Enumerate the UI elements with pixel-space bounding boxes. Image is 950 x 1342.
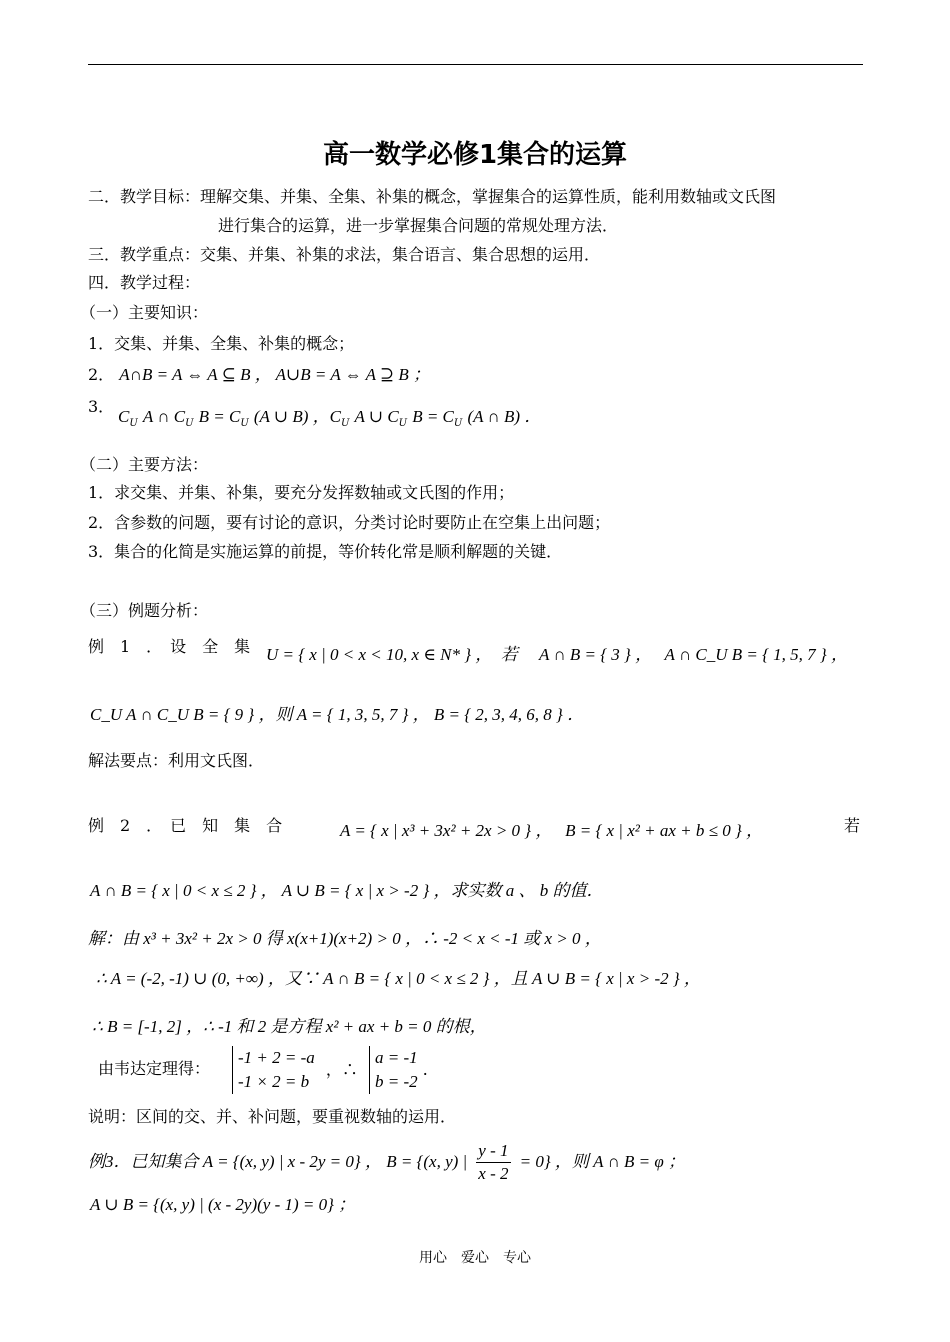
example-2-if: 若	[844, 816, 861, 835]
item-number: 2．	[88, 365, 115, 384]
method-item-3: 3．集合的化简是实施运算的前提，等价转化常是顺利解题的关键．	[88, 542, 563, 561]
objective-line: 二．教学目标：理解交集、并集、全集、补集的概念，掌握集合的运算性质，能利用数轴或文氏图	[88, 187, 777, 206]
solution-line-1: 解：由 x³ + 3x² + 2x > 0 得 x(x+1)(x+2) > 0 ，∴ -2 < x < -1 或 x > 0 ，	[88, 929, 602, 948]
header-rule	[88, 64, 863, 65]
example-1-hint: 解法要点：利用文氏图．	[88, 751, 265, 770]
main-knowledge-heading: （一）主要知识：	[80, 303, 209, 322]
knowledge-item-1: 1．交集、并集、全集、补集的概念；	[88, 334, 355, 353]
example-1-line-1: U = { x | 0 < x < 10, x ∈ N* } ， 若 A ∩ B = { 3 } ， A ∩ C_U B = { 1, 5, 7 } ，	[266, 645, 848, 664]
example-2-line-1: A = { x | x³ + 3x² + 2x > 0 } ， B = { x | x² + ax + b ≤ 0 } ，	[340, 821, 763, 840]
example-3-line-1: 例3．已知集合 A = {(x, y) | x - 2y = 0} ， B = {(x, y) | $\frac{y - 1}{x - 2}$ = 0} ，则 A ∩ B = φ ；	[88, 1141, 685, 1183]
vieta-label: 由韦达定理得：	[98, 1059, 211, 1078]
key-points-line: 三．教学重点：交集、并集、补集的求法，集合语言、集合思想的运用．	[88, 245, 601, 264]
equation-system-2: a = -1 b = -2	[369, 1046, 418, 1094]
formula: A∩B = A ⇔ A ⊆ B ， A∪B = A ⇔ A ⊇ B ；	[119, 365, 431, 384]
page-footer: 用心 爱心 专心	[419, 1250, 531, 1266]
example-2-label: 例 2 ． 已 知 集 合	[88, 816, 283, 835]
example-2-line-2: A ∩ B = { x | 0 < x ≤ 2 } ， A ∪ B = { x | x > -2 } ，求实数 a 、 b 的值．	[90, 881, 604, 900]
method-item-1: 1．求交集、并集、补集，要充分发挥数轴或文氏图的作用；	[88, 483, 515, 502]
solution-line-2: ∴ A = (-2, -1) ∪ (0, +∞) ，又∵ A ∩ B = { x | 0 < x ≤ 2 } ，且 A ∪ B = { x | x > -2 } ，	[96, 969, 701, 988]
knowledge-item-2	[88, 364, 430, 386]
example-1-line-2: C_U A ∩ C_U B = { 9 } ，则 A = { 1, 3, 5, 7 } ， B = { 2, 3, 4, 6, 8 } ．	[90, 705, 585, 724]
knowledge-item-3-number: 3．	[88, 397, 115, 416]
main-methods-heading: （二）主要方法：	[80, 455, 209, 474]
examples-heading: （三）例题分析：	[80, 601, 209, 620]
solution-line-3: ∴ B = [-1, 2] ，∴ -1 和 2 是方程 x² + ax + b = 0 的根，	[92, 1017, 487, 1036]
knowledge-item-3-formula: $C_U$ A ∩ $C_U$ $B = C_U$ (A ∪ B) ，$C_U$ A ∪ $C_U$ $B = C_U$ (A ∩ B) ．	[118, 407, 542, 430]
process-heading: 四．教学过程：	[88, 273, 201, 292]
method-item-2: 2．含参数的问题，要有讨论的意识，分类讨论时要防止在空集上出问题；	[88, 513, 611, 532]
objective-line-2: 进行集合的运算，进一步掌握集合问题的常规处理方法．	[218, 216, 619, 235]
vieta-system: -1 + 2 = -a -1 × 2 = b ，∴ a = -1 b = -2 ．	[232, 1046, 439, 1094]
equation-system-1: -1 + 2 = -a -1 × 2 = b	[232, 1046, 315, 1094]
page-title: 高一数学必修1集合的运算	[322, 140, 628, 170]
remark-line: 说明：区间的交、并、补问题，要重视数轴的运用．	[88, 1107, 457, 1126]
example-1-label: 例 1 ． 设 全 集	[88, 637, 251, 656]
fraction: $\frac{y - 1}{x - 2}$	[478, 1141, 509, 1183]
example-3-line-2: A ∪ B = {(x, y) | (x - 2y)(y - 1) = 0} ；	[90, 1195, 356, 1214]
